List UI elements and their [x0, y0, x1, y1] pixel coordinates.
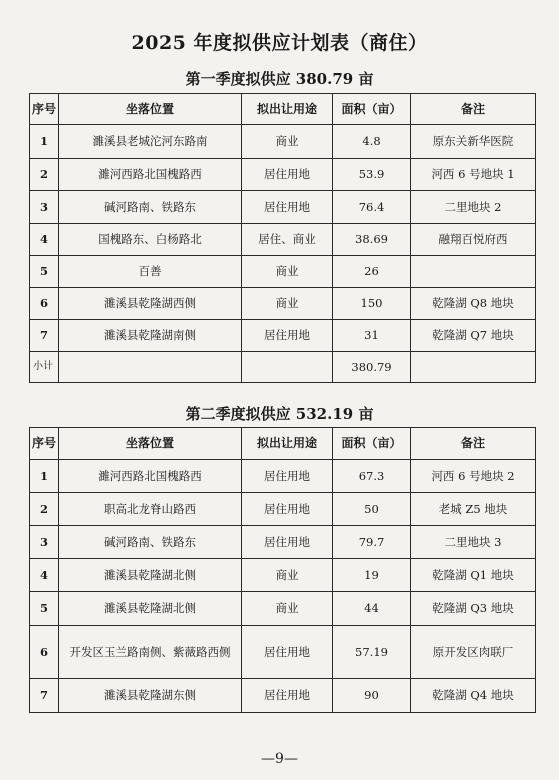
row-index: 1	[30, 460, 59, 493]
col-header-remark: 备注	[411, 428, 536, 460]
row-area: 76.4	[333, 191, 411, 224]
row-location: 碱河路南、铁路东	[59, 526, 242, 559]
row-area: 57.19	[333, 626, 411, 679]
col-header-use: 拟出让用途	[242, 94, 333, 125]
row-location: 百善	[59, 256, 242, 288]
table-row	[30, 626, 536, 679]
row-remark: 老城 Z5 地块	[411, 493, 536, 526]
col-header-location: 坐落位置	[59, 428, 242, 460]
row-index: 6	[30, 288, 59, 320]
row-area: 4.8	[333, 125, 411, 159]
row-area: 26	[333, 256, 411, 288]
row-index: 2	[30, 159, 59, 191]
row-remark: 原开发区肉联厂	[411, 626, 536, 679]
table-row	[30, 125, 536, 159]
q1-subtotal-row	[30, 352, 536, 383]
row-remark: 河西 6 号地块 2	[411, 460, 536, 493]
row-use: 商业	[242, 288, 333, 320]
table-row	[30, 493, 536, 526]
q2-heading: 第二季度拟供应 532.19 亩	[185, 405, 374, 423]
row-use: 居住用地	[242, 460, 333, 493]
row-use: 商业	[242, 592, 333, 626]
q2-table	[29, 427, 536, 713]
row-remark: 河西 6 号地块 1	[411, 159, 536, 191]
row-index: 4	[30, 224, 59, 256]
row-use: 商业	[242, 256, 333, 288]
row-location: 濉溪县乾隆湖东侧	[59, 679, 242, 713]
row-use: 商业	[242, 125, 333, 159]
row-index: 4	[30, 559, 59, 592]
row-area: 53.9	[333, 159, 411, 191]
row-index: 6	[30, 626, 59, 679]
row-use: 居住用地	[242, 626, 333, 679]
table-row	[30, 559, 536, 592]
row-area: 31	[333, 320, 411, 352]
row-area: 44	[333, 592, 411, 626]
row-use: 居住用地	[242, 191, 333, 224]
row-location: 濉河西路北国槐路西	[59, 460, 242, 493]
row-remark: 乾隆湖 Q3 地块	[411, 592, 536, 626]
row-location: 濉河西路北国槐路西	[59, 159, 242, 191]
subtotal-empty	[59, 352, 242, 383]
table-row	[30, 191, 536, 224]
table-row	[30, 679, 536, 713]
col-header-area: 面积（亩）	[333, 428, 411, 460]
row-use: 居住用地	[242, 526, 333, 559]
row-use: 商业	[242, 559, 333, 592]
row-index: 7	[30, 320, 59, 352]
row-location: 濉溪县乾隆湖南侧	[59, 320, 242, 352]
row-index: 5	[30, 256, 59, 288]
col-header-index: 序号	[30, 94, 59, 125]
subtotal-value: 380.79	[333, 352, 411, 383]
table-row	[30, 256, 536, 288]
row-area: 79.7	[333, 526, 411, 559]
row-use: 居住用地	[242, 320, 333, 352]
row-location: 开发区玉兰路南侧、紫薇路西侧	[59, 626, 242, 679]
row-remark: 二里地块 3	[411, 526, 536, 559]
row-index: 3	[30, 526, 59, 559]
row-remark: 乾隆湖 Q8 地块	[411, 288, 536, 320]
row-index: 2	[30, 493, 59, 526]
row-use: 居住、商业	[242, 224, 333, 256]
q1-header-row	[30, 94, 536, 125]
col-header-location: 坐落位置	[59, 94, 242, 125]
row-remark: 乾隆湖 Q4 地块	[411, 679, 536, 713]
col-header-remark: 备注	[411, 94, 536, 125]
row-location: 濉溪县乾隆湖北侧	[59, 559, 242, 592]
col-header-index: 序号	[30, 428, 59, 460]
row-remark: 原东关新华医院	[411, 125, 536, 159]
subtotal-empty	[242, 352, 333, 383]
table-row	[30, 592, 536, 626]
col-header-area: 面积（亩）	[333, 94, 411, 125]
row-index: 7	[30, 679, 59, 713]
q2-header-row	[30, 428, 536, 460]
row-location: 濉溪县乾隆湖北侧	[59, 592, 242, 626]
row-area: 67.3	[333, 460, 411, 493]
row-location: 濉溪县乾隆湖西侧	[59, 288, 242, 320]
row-remark: 乾隆湖 Q7 地块	[411, 320, 536, 352]
page-number: —9—	[261, 751, 298, 767]
row-use: 居住用地	[242, 679, 333, 713]
page-title: 2025 年度拟供应计划表（商住）	[131, 32, 428, 54]
row-area: 38.69	[333, 224, 411, 256]
row-remark: 乾隆湖 Q1 地块	[411, 559, 536, 592]
row-area: 50	[333, 493, 411, 526]
row-area: 19	[333, 559, 411, 592]
row-index: 1	[30, 125, 59, 159]
row-location: 濉溪县老城沱河东路南	[59, 125, 242, 159]
q1-heading: 第一季度拟供应 380.79 亩	[185, 70, 374, 88]
row-location: 国槐路东、白杨路北	[59, 224, 242, 256]
q1-table	[29, 93, 536, 383]
table-row	[30, 460, 536, 493]
table-row	[30, 224, 536, 256]
row-location: 职高北龙脊山路西	[59, 493, 242, 526]
row-index: 5	[30, 592, 59, 626]
subtotal-label: 小计	[30, 352, 59, 383]
row-remark	[411, 256, 536, 288]
col-header-use: 拟出让用途	[242, 428, 333, 460]
row-use: 居住用地	[242, 159, 333, 191]
table-row	[30, 159, 536, 191]
table-row	[30, 288, 536, 320]
row-area: 90	[333, 679, 411, 713]
table-row	[30, 320, 536, 352]
row-remark: 融翔百悦府西	[411, 224, 536, 256]
row-remark: 二里地块 2	[411, 191, 536, 224]
row-index: 3	[30, 191, 59, 224]
row-use: 居住用地	[242, 493, 333, 526]
subtotal-empty	[411, 352, 536, 383]
row-area: 150	[333, 288, 411, 320]
row-location: 碱河路南、铁路东	[59, 191, 242, 224]
table-row	[30, 526, 536, 559]
